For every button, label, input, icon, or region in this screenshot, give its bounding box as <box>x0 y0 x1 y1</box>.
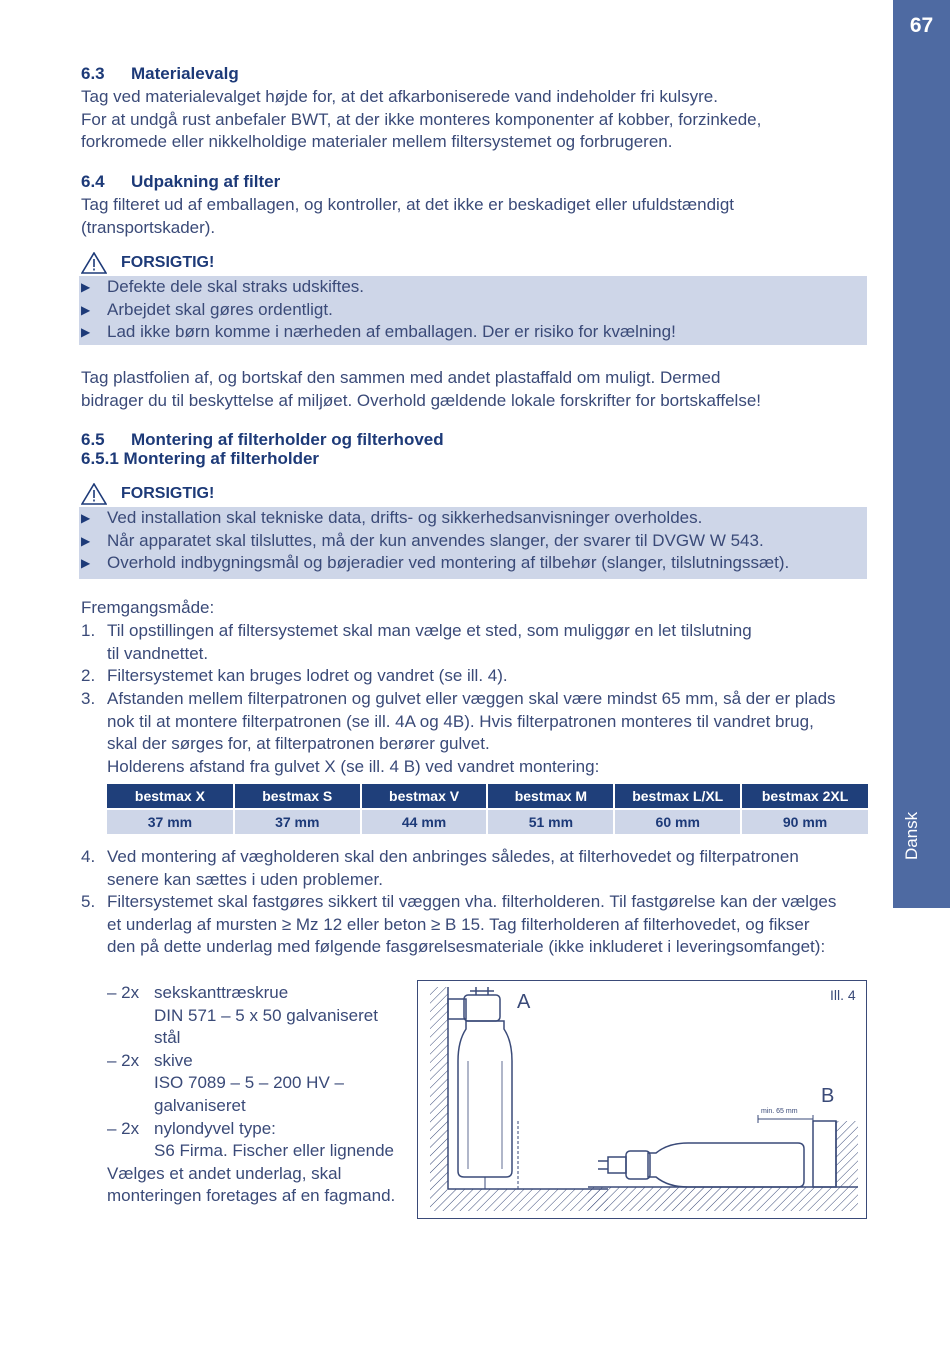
language-label: Dansk <box>902 811 921 860</box>
procedure-step-5: 5. Filtersystemet skal fastgøres sikkert til væggen vha. filterholderen. Til fastgørelse kan der vælges et underlag af mursten ≥ Mz 12 eller beton ≥ B 15. Tag filterholderen af filterhovedet, og fikser den på dette underlag med følgende fasgørelsesmateriale (ikke inkluderet i leveringsomfanget): <box>81 892 837 956</box>
caution-box-1 <box>79 276 867 345</box>
fastening-materials-list: – 2x sekskanttræskrue DIN 571 – 5 x 50 galvaniseret stål – 2x skive ISO 7089 – 5 – 200 HV – galvaniseret – 2x nylondyvel type: S6 Firma. Fischer eller lignende Vælges et andet underlag, skal monteringen foretages af en fagmand. <box>107 982 417 1208</box>
table-row <box>107 809 868 834</box>
table-cell: 37 mm <box>234 809 361 834</box>
table-header-cell: bestmax L/XL <box>614 784 741 809</box>
figure-label-b: B <box>821 1085 835 1107</box>
section-6-5-1-heading: 6.5.1 Montering af filterholder <box>81 449 320 468</box>
section-6-3-body: Tag ved materialevalget højde for, at det afkarboniserede vand indeholder fri kulsyre. For at undgå rust anbefaler BWT, at der ikke monteres komponenter af kobber, forzinkede, forkromede eller nikkelholdige materialer mellem filtersystemet og forbrugeren. <box>81 87 762 151</box>
procedure-step-2: 2. Filtersystemet kan bruges lodret og vandret (se ill. 4). <box>81 666 508 685</box>
caution-box-2 <box>79 507 867 579</box>
procedure-step-1: 1. Til opstillingen af filtersystemet skal man vælge et sted, som muliggør en let tilslutning til vandnettet. <box>81 621 752 663</box>
list-item: – 2x sekskanttræskrue <box>107 983 289 1002</box>
table-cell: 60 mm <box>614 809 741 834</box>
caution-item: ▶ Overhold indbygningsmål og bøjeradier ved montering af tilbehør (slanger, tilslutningssæt). <box>81 552 867 575</box>
bullet-arrow-icon: ▶ <box>81 302 91 317</box>
list-item: – 2x nylondyvel type: <box>107 1118 276 1138</box>
caution-item: ▶ Arbejdet skal gøres ordentligt. <box>81 299 867 322</box>
table-cell: 90 mm <box>741 809 868 834</box>
language-side-tab <box>893 0 950 908</box>
installation-figure <box>417 980 867 1219</box>
warning-icon <box>81 483 107 505</box>
procedure-label: Fremgangsmåde: <box>81 598 215 617</box>
section-6-4-heading: 6.4 Udpakning af filter <box>81 172 281 191</box>
table-cell: 37 mm <box>107 809 234 834</box>
disposal-paragraph: Tag plastfolien af, og bortskaf den sammen med andet plastaffald om muligt. Dermed bidrager du til beskyttelse af miljøet. Overhold gældende lokale forskrifter for bortskaffelse! <box>81 368 761 410</box>
procedure-step-3: 3. Afstanden mellem filterpatronen og gulvet eller væggen skal være mindst 65 mm, så der er plads nok til at montere filterpatronen (se ill. 4A og 4B). Hvis filterpatronen monteres til vandret brug, skal der sørges for, at filterpatronen berører gulvet. Holderens afstand fra gulvet X (se ill. 4 B) ved vandret montering: <box>81 689 836 776</box>
table-header-cell: bestmax V <box>361 784 488 809</box>
table-header-cell: bestmax 2XL <box>741 784 868 809</box>
list-item: – 2x skive <box>107 1050 193 1070</box>
table-header-cell: bestmax S <box>234 784 361 809</box>
page-number: 67 <box>909 14 934 37</box>
figure-caption: Ill. 4 <box>830 987 856 1003</box>
bullet-arrow-icon: ▶ <box>81 511 91 525</box>
filter-installation-drawing <box>418 981 865 1217</box>
bullet-arrow-icon: ▶ <box>81 280 91 294</box>
section-6-3-heading: 6.3 Materialevalg <box>81 64 239 83</box>
table-header-row <box>107 784 868 809</box>
table-header-cell: bestmax X <box>107 784 234 809</box>
bullet-arrow-icon: ▶ <box>81 556 91 570</box>
figure-label-a: A <box>517 991 531 1013</box>
bullet-arrow-icon: ▶ <box>81 533 91 548</box>
caution-item: ▶ Lad ikke børn komme i nærheden af emballagen. Der er risiko for kvælning! <box>81 321 867 344</box>
holder-distance-table <box>107 784 868 834</box>
caution-item: ▶ Defekte dele skal straks udskiftes. <box>81 276 867 299</box>
caution-title-1: FORSIGTIG! <box>81 252 214 274</box>
dimension-label: min. 65 mm <box>761 1108 798 1115</box>
table-cell: 44 mm <box>361 809 488 834</box>
section-6-5-heading: 6.5 Montering af filterholder og filterhoved <box>81 430 444 449</box>
procedure-step-4: 4. Ved montering af vægholderen skal den anbringes således, at filterhovedet og filterpatronen senere kan sættes i uden problemer. <box>81 847 799 889</box>
caution-item: ▶ Når apparatet skal tilsluttes, må der kun anvendes slanger, der svarer til DVGW W 543. <box>81 530 867 553</box>
caution-item: ▶ Ved installation skal tekniske data, drifts- og sikkerhedsanvisninger overholdes. <box>81 507 867 530</box>
section-6-4-body: Tag filteret ud af emballagen, og kontroller, at det ikke er beskadiget eller ufuldstændigt (transportskader). <box>81 195 734 237</box>
table-cell: 51 mm <box>487 809 614 834</box>
table-header-cell: bestmax M <box>487 784 614 809</box>
bullet-arrow-icon: ▶ <box>81 325 91 339</box>
warning-icon <box>81 252 107 274</box>
caution-title-2: FORSIGTIG! <box>81 483 214 505</box>
